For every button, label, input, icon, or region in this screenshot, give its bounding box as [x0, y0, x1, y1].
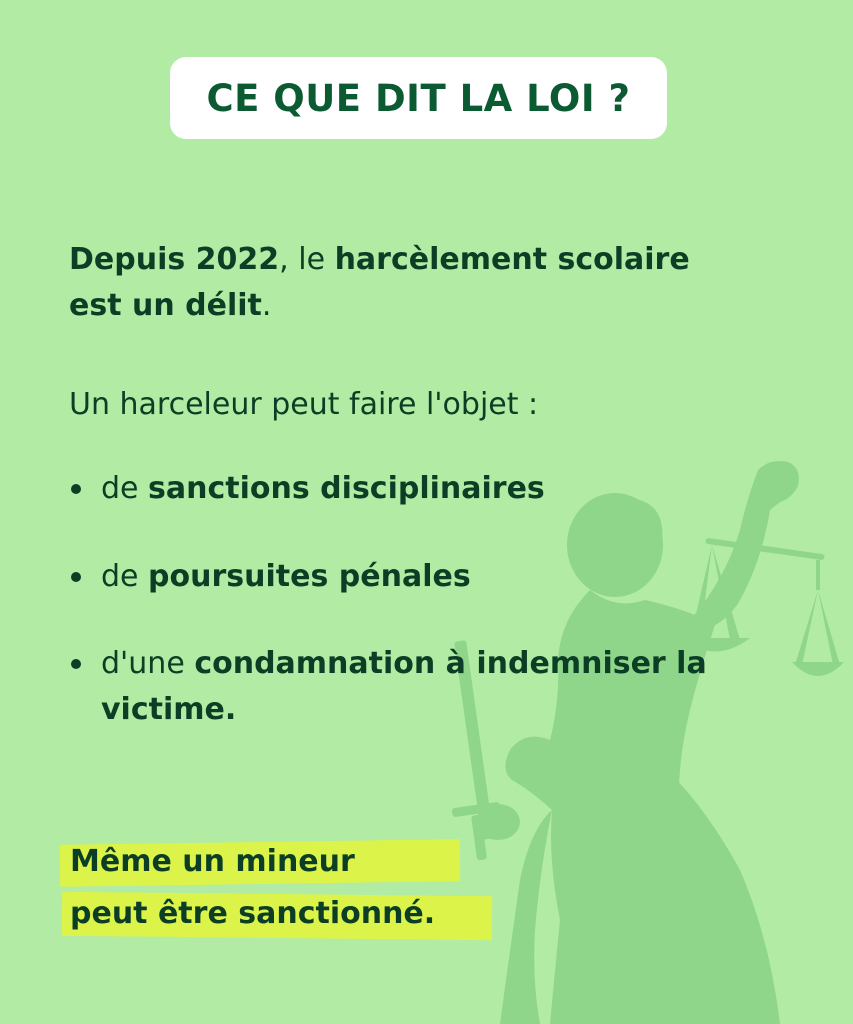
intro-period: .	[261, 288, 272, 323]
title-card	[170, 57, 667, 139]
lady-justice-illustration	[440, 450, 853, 1024]
bullet-prefix: de	[101, 559, 149, 594]
bullet-prefix: d'une	[101, 646, 195, 681]
intro-year: Depuis 2022	[69, 242, 280, 277]
bullet-dot	[71, 659, 81, 669]
intro-paragraph	[69, 237, 769, 329]
list-item	[69, 641, 769, 733]
bullet-dot	[71, 484, 81, 494]
callout-line-1: Même un mineur	[70, 844, 355, 879]
intro-offense: est un délit	[69, 288, 262, 323]
bullet-dot	[71, 572, 81, 582]
bullet-bold: sanctions disciplinaires	[148, 471, 545, 506]
list-item	[69, 554, 769, 600]
bullet-bold: poursuites pénales	[148, 559, 471, 594]
list-item	[69, 466, 769, 512]
callout-line-2: peut être sanctionné.	[70, 896, 436, 931]
callout	[60, 838, 435, 942]
callout-line	[60, 890, 435, 940]
callout-line	[60, 838, 435, 888]
bullet-prefix: de	[101, 471, 149, 506]
intro-connector: , le	[279, 242, 335, 277]
intro-subject: harcèlement scolaire	[334, 242, 690, 277]
bullet-bold: condamnation à indemniser la victime.	[101, 646, 707, 727]
page-title: CE QUE DIT LA LOI ?	[206, 76, 631, 120]
lead-sentence: Un harceleur peut faire l'objet :	[69, 387, 539, 422]
